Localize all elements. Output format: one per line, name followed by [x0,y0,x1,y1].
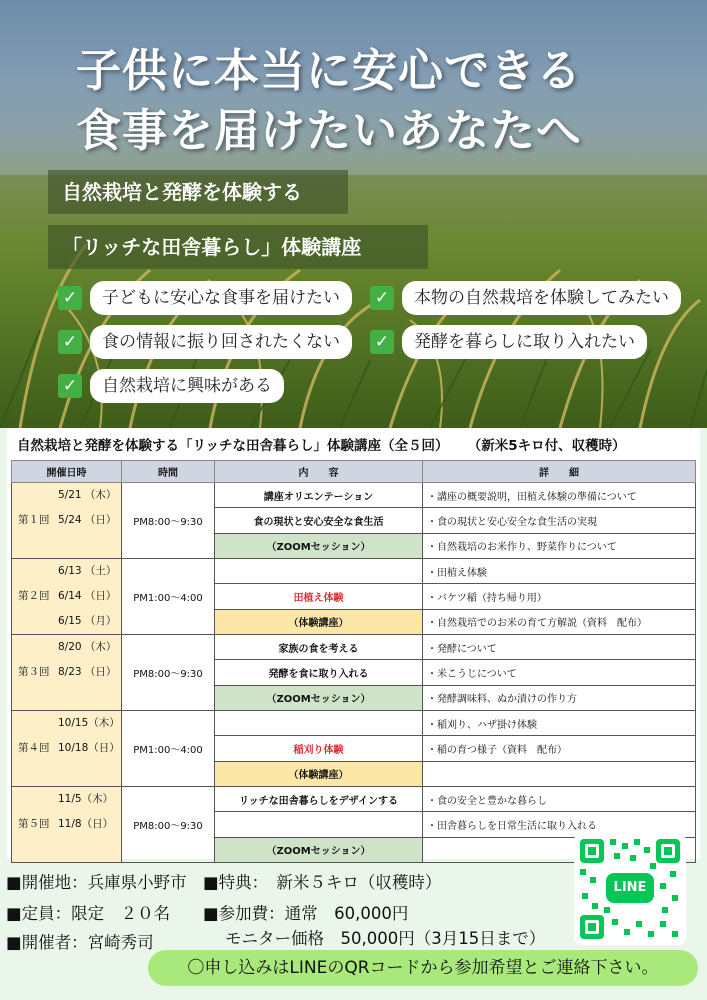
date-line [16,483,117,508]
session-time: PM1:00～4:00 [122,711,215,787]
detail-cell: ・発酵調味料、ぬか漬けの作り方 [423,685,696,710]
subtitle-band-1: 自然栽培と発酵を体験する [48,170,348,214]
table-row [12,635,696,660]
headline-line-1: 子供に本当に安心できる [76,44,583,97]
check-item-label: 発酵を暮らしに取り入れたい [402,325,647,359]
content-cell [215,711,423,736]
detail-cell: ・稲刈り、ハザ掛け体験 [423,711,696,736]
date-text: 5/21 （木） [58,489,117,501]
date-line [16,533,117,558]
date-text: 11/5（木） [58,793,114,805]
checkmark-icon: ✓ [58,374,82,398]
date-line [16,711,120,736]
check-item-label: 自然栽培に興味がある [90,369,284,403]
check-item-label: 子どもに安心な食事を届けたい [90,281,352,315]
date-line [16,609,117,634]
content-cell: 講座オリエンテーション [215,483,423,508]
date-text: 10/15（木） [58,717,120,729]
schedule-title-note: （新米5キロ付、収穫時） [474,438,626,454]
date-line [16,837,117,862]
date-text: 10/18（日） [58,742,120,754]
date-text: 5/24 （日） [58,514,117,526]
content-cell: （ZOOMセッション） [215,533,423,558]
check-item-4 [370,325,647,359]
signup-banner: 〇申し込みはLINEのQRコードから参加希望とご連絡下さい。 [148,950,698,986]
content-cell: （体験講座） [215,761,423,786]
detail-cell: ・食の安全と豊かな暮らし [423,787,696,812]
content-cell: リッチな田舎暮らしをデザインする [215,787,423,812]
fee-text: ■参加費：通常 60,000円 [203,904,409,923]
session-time: PM8:00～9:30 [122,787,215,863]
detail-cell: ・田舎暮らしを日常生活に取り入れる [423,812,696,837]
session-dates [12,711,122,787]
date-line [16,559,117,584]
capacity-text: ■定員：限定 ２０名 [6,904,171,923]
date-line [16,685,117,710]
date-text: 6/15 （月） [58,615,117,627]
checkmark-icon: ✓ [370,330,394,354]
table-row [12,711,696,736]
qr-line-label: LINE [613,880,647,895]
bonus-text: ■特典： 新米５キロ（収穫時） [203,873,442,892]
session-dates [12,559,122,635]
detail-cell: ・バケツ稲（持ち帰り用） [423,584,696,609]
hero-banner [0,0,707,428]
headline-line-2: 食事を届けたいあなたへ [76,104,583,157]
date-text: 8/23 （日） [58,666,117,678]
date-text: 11/8（日） [58,818,114,830]
session-time: PM8:00～9:30 [122,635,215,711]
date-line [16,787,117,812]
detail-cell: ・自然栽培でのお米の育て方解説（資料 配布） [423,609,696,634]
session-dates [12,635,122,711]
session-dates [12,483,122,559]
detail-cell [423,761,696,786]
date-line [16,508,117,533]
content-cell: 家族の食を考える [215,635,423,660]
content-cell: 稲刈り体験 [215,736,423,761]
content-cell [215,559,423,584]
session-dates [12,787,122,863]
checkmark-icon: ✓ [370,286,394,310]
detail-cell: ・講座の概要説明，田植え体験の準備について [423,483,696,508]
check-item-5 [58,369,284,403]
date-line [16,635,117,660]
date-text: 6/13 （土） [58,565,117,577]
date-text: 8/20 （木） [58,641,117,653]
table-row [12,787,696,812]
content-cell: （ZOOMセッション） [215,837,423,862]
monitor-fee-text: モニター価格 50,000円（3月15日まで） [225,929,546,948]
checkmark-icon: ✓ [58,330,82,354]
table-row [12,559,696,584]
table-row [12,483,696,508]
detail-cell: ・米こうじについて [423,660,696,685]
round-label: 第５回 [18,818,50,830]
venue-text: ■開催地：兵庫県小野市 [6,873,187,892]
content-cell: 発酵を食に取り入れる [215,660,423,685]
header-content: 内 容 [215,461,423,483]
header-time: 時間 [122,461,215,483]
schedule-body [12,483,696,863]
round-label: 第３回 [18,666,50,678]
check-item-3 [58,325,352,359]
detail-cell: ・田植え体験 [423,559,696,584]
session-time: PM8:00～9:30 [122,483,215,559]
date-line [16,660,117,685]
content-cell: 田植え体験 [215,584,423,609]
date-line [16,761,117,786]
session-time: PM1:00～4:00 [122,559,215,635]
check-item-label: 本物の自然栽培を体験してみたい [402,281,681,315]
content-cell: 食の現状と安心安全な食生活 [215,508,423,533]
header-details: 詳 細 [423,461,696,483]
table-header-row [12,461,696,483]
check-item-1 [58,281,352,315]
check-item-2 [370,281,681,315]
date-line [16,584,117,609]
detail-cell: ・稲の育つ様子（資料 配布） [423,736,696,761]
date-line [16,812,117,837]
organizer-text: ■開催者：宮崎秀司 [6,933,154,952]
schedule-panel [7,428,700,859]
date-text: 6/14 （日） [58,590,117,602]
subtitle-band-2: 「リッチな田舎暮らし」体験講座 [48,225,428,269]
detail-cell: ・発酵について [423,635,696,660]
detail-cell: ・食の現状と安心安全な食生活の実現 [423,508,696,533]
header-datetime: 開催日時 [12,461,122,483]
round-label: 第１回 [18,514,50,526]
content-cell [215,812,423,837]
round-label: 第４回 [18,742,50,754]
detail-cell: ・自然栽培のお米作り、野菜作りについて [423,533,696,558]
schedule-table [11,460,696,863]
check-item-label: 食の情報に振り回されたくない [90,325,352,359]
checkmark-icon: ✓ [58,286,82,310]
content-cell: （ZOOMセッション） [215,685,423,710]
line-qr-code[interactable] [574,833,686,945]
schedule-title [17,434,626,454]
round-label: 第２回 [18,590,50,602]
content-cell: （体験講座） [215,609,423,634]
date-line [16,736,120,761]
schedule-title-main: 自然栽培と発酵を体験する「リッチな田舎暮らし」体験講座（全５回） [17,438,449,454]
